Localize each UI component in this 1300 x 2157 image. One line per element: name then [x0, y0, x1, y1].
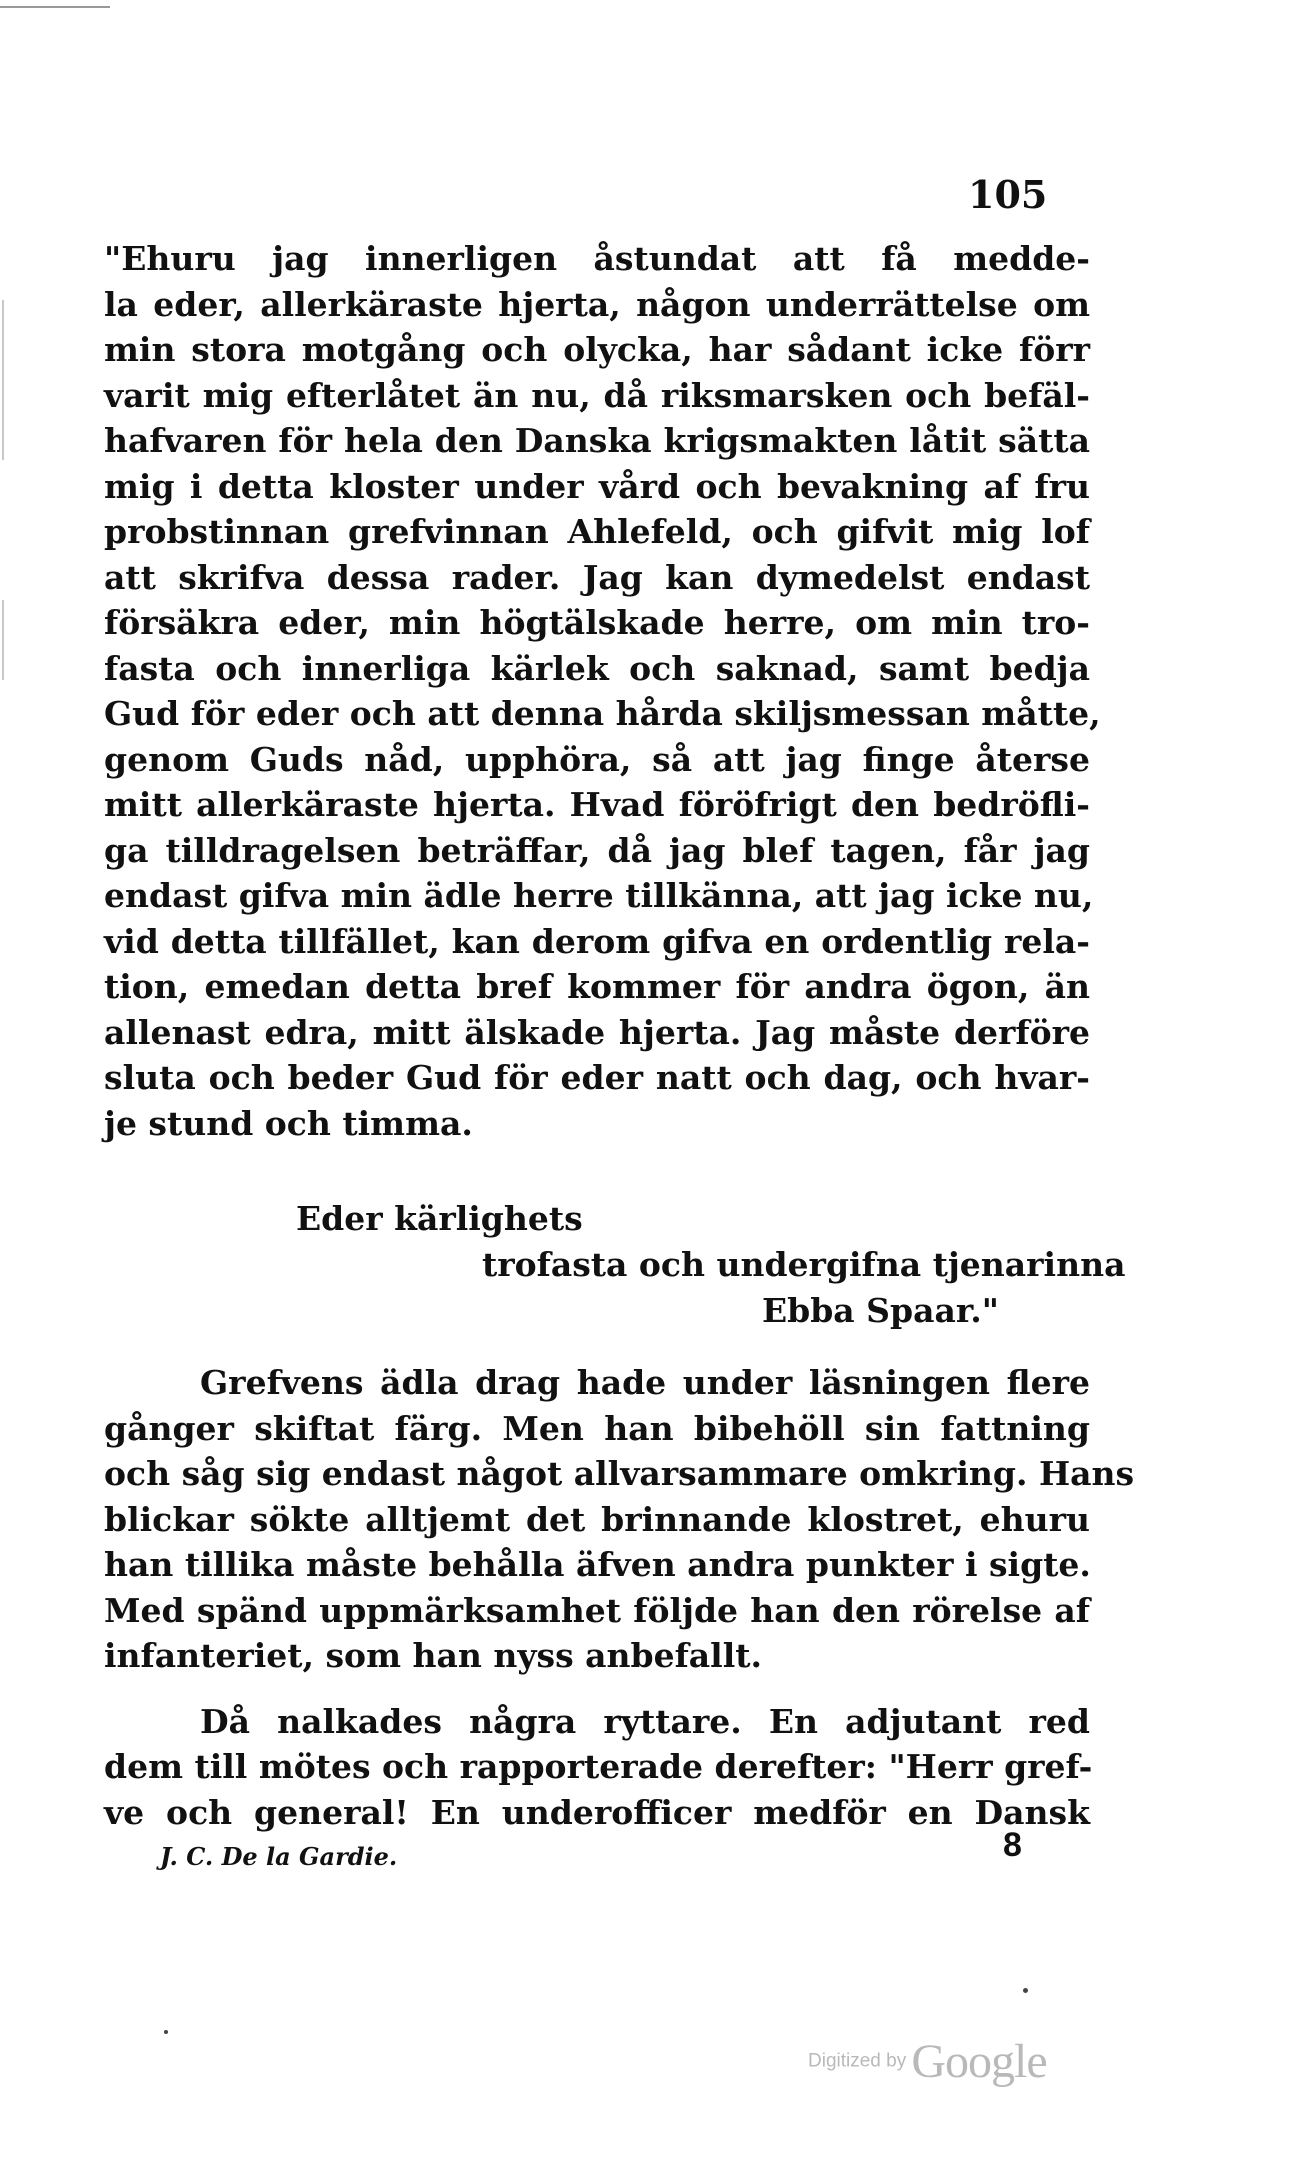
ink-speck — [164, 2030, 168, 2034]
text-line: sluta och beder Gud för eder natt och dag, och hvar- — [104, 1058, 1090, 1097]
paragraph-gap — [104, 1679, 1090, 1699]
text-line: gånger skiftat färg. Men han bibehöll sin fattning — [104, 1408, 1090, 1448]
text-line: endast gifva min ädle herre tillkänna, att jag icke nu, — [104, 876, 1094, 915]
google-logo: Google — [911, 2035, 1047, 2088]
text-line: ga tilldragelsen beträffar, då jag blef tagen, får jag — [104, 830, 1090, 870]
scan-edge-rule — [0, 6, 110, 8]
text-line: Grefvens ädla drag hade under läsningen flere — [200, 1363, 1090, 1402]
narrative-body — [104, 1360, 1135, 1835]
letter-closing: trofasta och undergifna tjenarinna — [482, 1245, 1126, 1284]
text-line: hafvaren för hela den Danska krigsmakten låtit sätta — [104, 421, 1090, 460]
text-line: ve och general! En underofficer medför en Dansk — [104, 1792, 1090, 1832]
digitization-watermark — [808, 2034, 1047, 2089]
sheet-number: 8 — [1003, 1826, 1022, 1864]
text-line: han tillika måste behålla äfven andra punkter i sigte. — [104, 1545, 1091, 1584]
text-line: mig i detta kloster under vård och bevakning af fru — [104, 466, 1090, 506]
text-line: vid detta tillfället, kan derom gifva en ordentlig rela- — [104, 921, 1090, 961]
text-line: Gud för eder och att denna hårda skiljsmessan måtte, — [104, 694, 1101, 733]
text-line: dem till mötes och rapporterade derefter: "Herr gref- — [104, 1747, 1093, 1786]
text-line: fasta och innerliga kärlek och saknad, samt bedja — [104, 648, 1090, 688]
text-line: Med spänd uppmärksamhet följde han den rörelse af — [104, 1590, 1090, 1630]
text-line: blickar sökte alltjemt det brinnande klostret, ehuru — [104, 1499, 1090, 1539]
text-line: varit mig efterlåtet än nu, då riksmarsken och befäl- — [104, 375, 1090, 415]
text-line: tion, emedan detta bref kommer för andra ögon, än — [104, 967, 1090, 1006]
text-line: je stund och timma. — [104, 1103, 473, 1143]
text-line: genom Guds nåd, upphöra, så att jag finge återse — [104, 739, 1090, 779]
footer-signature: J. C. De la Gardie. — [160, 1842, 398, 1871]
text-line: la eder, allerkäraste hjerta, någon underrättelse om — [104, 284, 1090, 324]
text-line: att skrifva dessa rader. Jag kan dymedelst endast — [104, 557, 1090, 597]
text-line: försäkra eder, min högtälskade herre, om min tro- — [104, 603, 1090, 642]
letter-closing: Eder kärlighets — [296, 1199, 583, 1238]
letter-body — [104, 236, 1101, 1146]
text-line: infanteriet, som han nyss anbefallt. — [104, 1636, 762, 1675]
text-line: och såg sig endast något allvarsammare omkring. Hans — [104, 1454, 1135, 1493]
watermark-caption: Digitized by — [808, 2050, 907, 2072]
text-line: min stora motgång och olycka, har sådant icke förr — [104, 330, 1090, 369]
text-line: probstinnan grefvinnan Ahlefeld, och gifvit mig lof — [104, 512, 1090, 551]
text-line: "Ehuru jag innerligen åstundat att få meddе- — [104, 239, 1090, 278]
ink-speck — [1023, 1988, 1028, 1993]
letter-signature: Ebba Spaar." — [762, 1291, 999, 1330]
text-line: mitt allerkäraste hjerta. Hvad föröfrigt den bedröfli- — [104, 785, 1090, 824]
text-line: Då nalkades några ryttare. En adjutant red — [200, 1701, 1090, 1741]
scan-edge-mark — [2, 300, 4, 460]
page-number: 105 — [968, 172, 1048, 217]
text-line: allenast edra, mitt älskade hjerta. Jag måste derföre — [104, 1012, 1090, 1052]
scan-edge-mark — [2, 600, 4, 680]
